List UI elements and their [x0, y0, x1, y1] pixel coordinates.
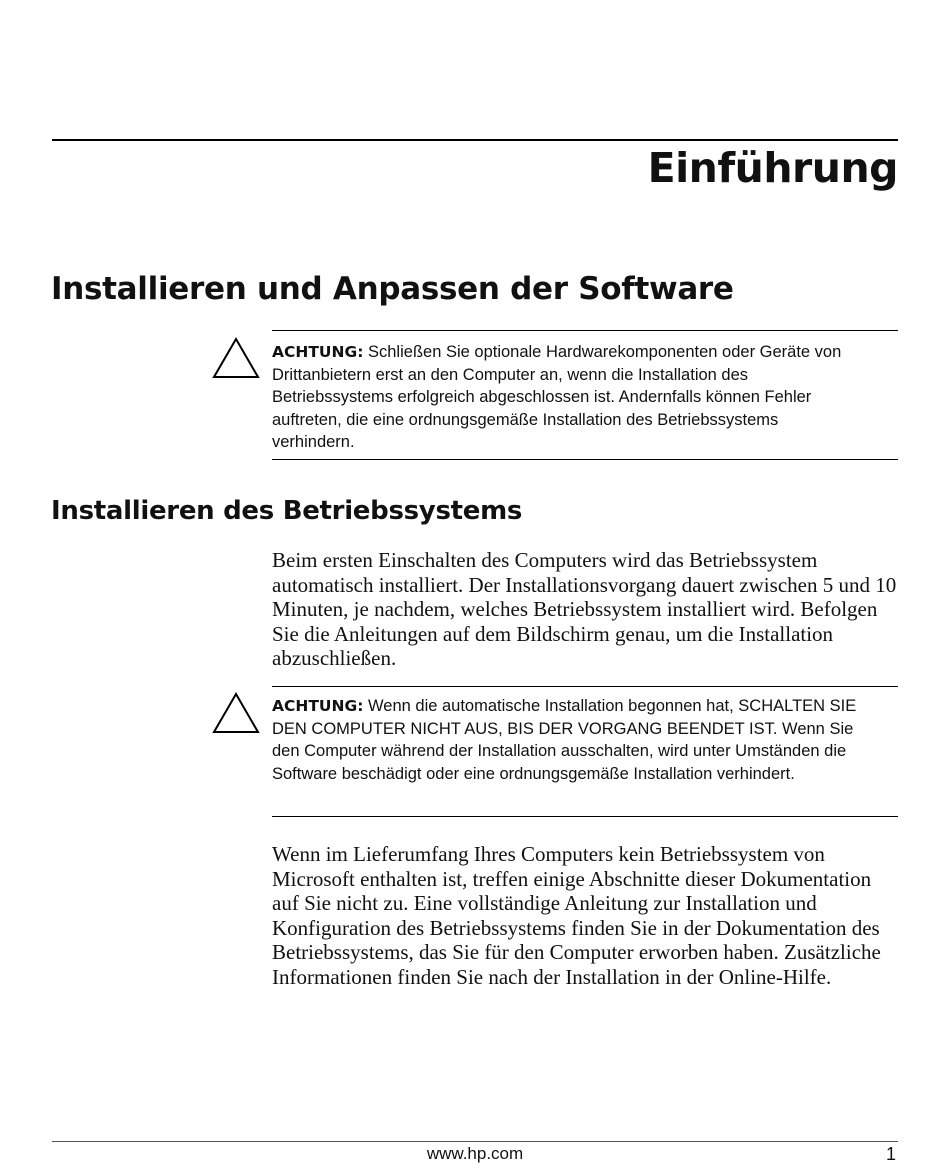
caution-body: Schließen Sie optionale Hardwarekomponenten oder Geräte von Drittanbietern erst an den Computer an, wenn die Installation des Betriebssystems erfolgreich abgeschlossen ist. Andernfalls können Fehler auftreten, die eine ordnungsgemäße Installation des Betriebssystems verhindern. [272, 343, 842, 451]
warning-triangle-icon [212, 692, 260, 739]
footer-rule [52, 1141, 898, 1142]
top-rule [52, 139, 898, 141]
body-paragraph: Wenn im Lieferumfang Ihres Computers kein Betriebssystem von Microsoft enthalten ist, treffen einige Abschnitte dieser Dokumentation auf Sie nicht zu. Eine vollständige Anleitung zur Installation und Konfiguration des Betriebssystems finden Sie in der Dokumentation des Betriebssystems, das Sie für den Computer erworben haben. Zusätzliche Informationen finden Sie nach der Installation in der Online-Hilfe. [272, 842, 881, 989]
caution-label: ACHTUNG: [272, 697, 364, 715]
caution-label: ACHTUNG: [272, 343, 364, 361]
footer-url: www.hp.com [426, 1144, 524, 1163]
caution-box [272, 686, 898, 817]
section-heading-install-customize: Installieren und Anpassen der Software [51, 271, 734, 307]
section-heading-install-os: Installieren des Betriebssystems [51, 496, 523, 526]
caution-text [272, 695, 862, 785]
caution-text [272, 341, 862, 454]
page-number: 1 [885, 1144, 896, 1164]
warning-triangle-icon [212, 337, 260, 384]
body-paragraph: Beim ersten Einschalten des Computers wird das Betriebssystem automatisch installiert. Der Installationsvorgang dauert zwischen 5 und 10 Minuten, je nachdem, welches Betriebssystem installiert wird. Befolgen Sie die Anleitungen auf dem Bildschirm genau, um die Installation abzuschließen. [272, 548, 897, 671]
chapter-title: Einführung [647, 144, 898, 192]
caution-box [272, 330, 898, 460]
caution-body: Wenn die automatische Installation begonnen hat, SCHALTEN SIE DEN COMPUTER NICHT AUS, BIS DER VORGANG BEENDET IST. Wenn Sie den Computer während der Installation ausschalten, wird unter Umständen die Software beschädigt oder eine ordnungsgemäße Installation verhindert. [272, 697, 857, 783]
